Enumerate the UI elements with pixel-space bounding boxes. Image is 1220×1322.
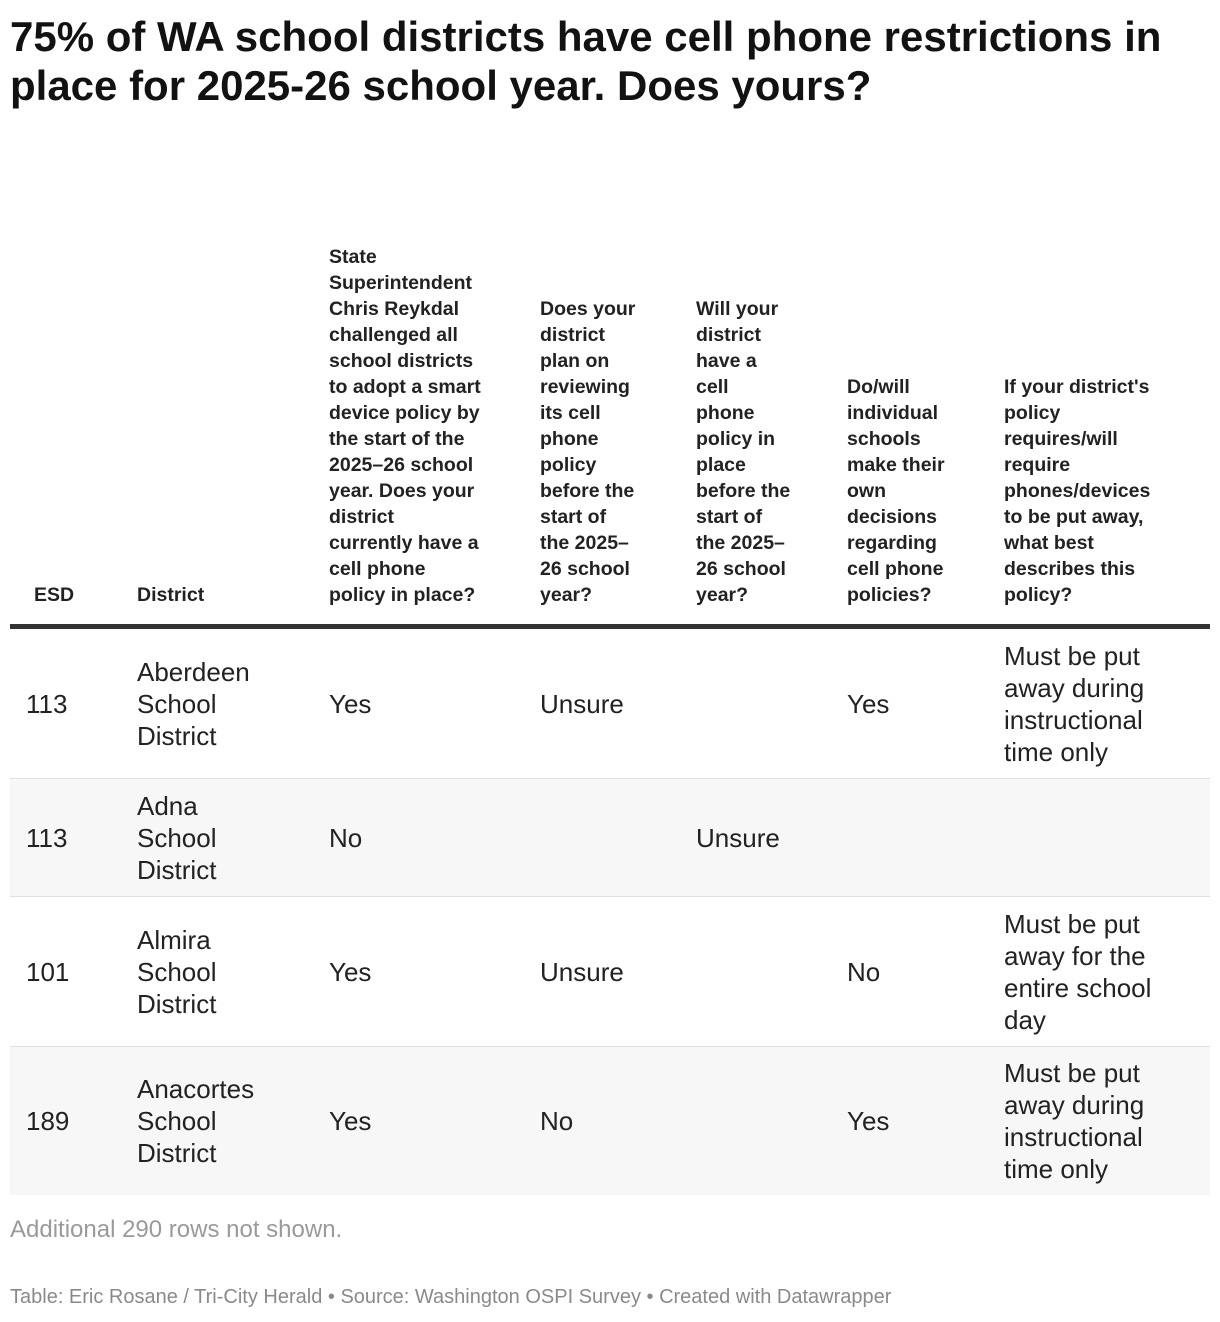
column-header-school-decisions: Do/will individual schools make their own decisions regarding cell phone policies? <box>847 376 945 606</box>
cell-review-plan <box>540 779 680 896</box>
chart-title: 75% of WA school districts have cell phone restrictions in place for 2025-26 school year. Does yours? <box>10 13 1162 109</box>
cell-school-decisions: Yes <box>847 689 890 719</box>
column-header-esd: ESD <box>34 584 75 606</box>
cell-esd: 113 <box>26 689 68 719</box>
table-row <box>10 1047 1210 1195</box>
column-header-future-policy: Will your district have a cell phone policy in place before the start of the 2025–26 school year? <box>696 298 791 606</box>
table-row <box>10 897 1210 1047</box>
cell-district: Adna School District <box>137 790 217 885</box>
cell-policy-description <box>1004 779 1176 896</box>
column-header-review-plan: Does your district plan on reviewing its cell phone policy before the start of the 2025–26 school year? <box>540 298 636 606</box>
cell-district: Almira School District <box>137 924 217 1019</box>
cell-review-plan: Unsure <box>540 956 624 987</box>
cell-school-decisions: No <box>847 956 881 987</box>
column-header-policy-description: If your district's policy requires/will require phones/devices to be put away, what best describes this policy? <box>1004 376 1151 606</box>
cell-current-policy: Yes <box>329 956 372 987</box>
table-header <box>10 140 1210 629</box>
cell-esd: 189 <box>26 1106 70 1136</box>
column-header-current-policy: State Superintendent Chris Reykdal challenged all school districts to adopt a smart device policy by the start of the 2025–26 school year. Does your district currently have a cell phone policy in place? <box>329 246 481 606</box>
cell-esd: 113 <box>26 822 68 853</box>
cell-district: Anacortes School District <box>137 1074 255 1168</box>
cell-policy-description: Must be put away during instructional time only <box>1004 1058 1145 1184</box>
cell-review-plan: Unsure <box>540 689 624 719</box>
cell-current-policy: Yes <box>329 1106 372 1136</box>
cell-future-policy <box>696 1047 836 1195</box>
cell-future-policy <box>696 630 836 778</box>
cell-school-decisions: Yes <box>847 1106 890 1136</box>
cell-current-policy: Yes <box>329 689 372 719</box>
table-row <box>10 779 1210 897</box>
cell-future-policy <box>696 897 836 1046</box>
table-row <box>10 630 1210 779</box>
cell-review-plan: No <box>540 1106 574 1136</box>
cell-future-policy: Unsure <box>696 822 780 853</box>
cell-policy-description: Must be put away during instructional time only <box>1004 641 1145 767</box>
rows-not-shown-note: Additional 290 rows not shown. <box>10 1216 343 1243</box>
cell-esd: 101 <box>26 956 70 987</box>
column-header-district: District <box>137 584 205 606</box>
source-footer: Table: Eric Rosane / Tri-City Herald • Source: Washington OSPI Survey • Created with Datawrapper <box>10 1286 892 1308</box>
cell-school-decisions <box>847 779 987 896</box>
cell-policy-description: Must be put away for the entire school day <box>1004 908 1152 1035</box>
cell-current-policy: No <box>329 822 363 853</box>
cell-district: Aberdeen School District <box>137 657 250 751</box>
